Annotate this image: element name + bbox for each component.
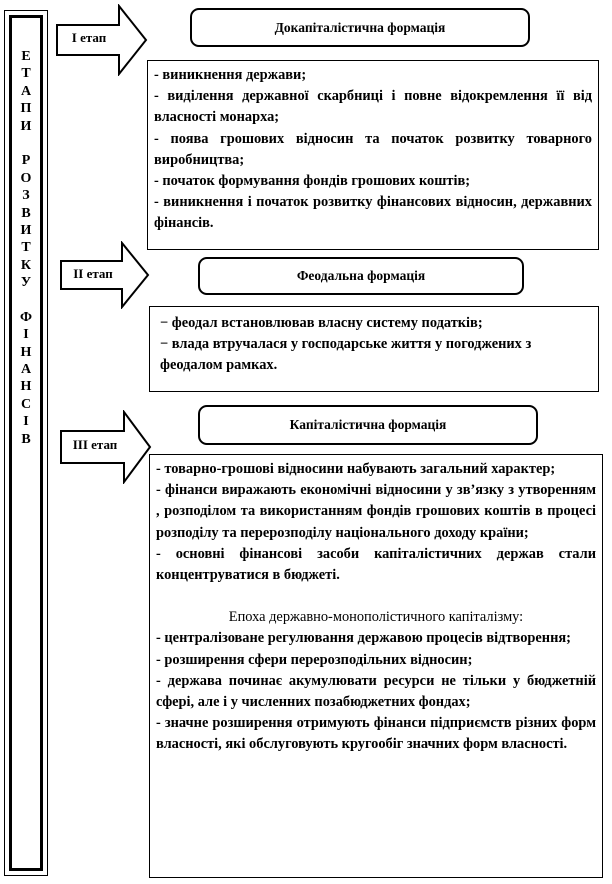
list-item: - держава починає акумулювати ресурси не тільки у бюджетній сфері, але і у численних позабюджетних фондах;: [156, 672, 596, 711]
vertical-title-inner-frame: [9, 15, 43, 871]
list-item: - фінанси виражають економічні відносини у зв’язку з утворенням , розподілом та використанням фондів грошових коштів в процесі розподілу та перерозподілу національного доходу країни;: [156, 482, 596, 541]
vertical-title-letter: Р: [21, 153, 31, 169]
list-item: - виникнення і початок розвитку фінансових відносин, державних фінансів.: [154, 194, 592, 232]
stage-1-content-box: [147, 60, 599, 250]
list-item: - поява грошових відносин та початок розвитку товарного виробництва;: [154, 130, 592, 168]
vertical-title-letter: З: [22, 188, 30, 204]
vertical-title-letter: А: [20, 362, 32, 378]
stage-1-header: Докапіталістична формація: [190, 8, 530, 47]
list-item: − феодал встановлював власну систему податків;: [160, 315, 483, 331]
vertical-title-letter: Е: [21, 49, 31, 64]
vertical-title-letter: А: [20, 83, 32, 99]
stage-2-content-box: [149, 306, 599, 392]
stage-3-header: Капіталістична формація: [198, 405, 538, 445]
vertical-title-letter: Ф: [19, 309, 33, 325]
vertical-title-letter: [12, 135, 40, 152]
list-item: - товарно-грошові відносини набувають загальний характер;: [156, 461, 556, 477]
vertical-title-letter: В: [21, 431, 31, 447]
vertical-title-letter: І: [23, 414, 29, 430]
vertical-title-letter: И: [20, 118, 32, 134]
vertical-title-letter: Т: [21, 240, 31, 256]
stage-1-arrow-label: І етап: [71, 30, 107, 45]
list-item: - розширення сфери перерозподільних відносин;: [156, 651, 473, 668]
vertical-title-letter: К: [20, 257, 32, 273]
vertical-title-letter: І: [23, 327, 29, 343]
vertical-title-letter: В: [21, 205, 31, 221]
list-item: - виділення державної скарбниці і повне відокремлення її від власності монарха;: [154, 88, 592, 126]
vertical-title-letter: [12, 291, 40, 308]
stage-3-content-box: [149, 454, 603, 878]
list-item: - виникнення держави;: [154, 67, 307, 83]
vertical-title-letter: И: [20, 222, 32, 238]
stage-2-header: Феодальна формація: [198, 257, 524, 295]
stage-3-arrow-label: ІІІ етап: [72, 437, 118, 452]
vertical-title: [12, 48, 40, 448]
vertical-title-letter: Н: [20, 379, 32, 395]
list-item: − влада втручалася у господарське життя у погоджених з феодалом рамках.: [160, 336, 532, 374]
list-item: - централізоване регулювання державою процесів відтворення;: [156, 630, 571, 647]
list-item: - значне розширення отримують фінанси підприємств різних форм власності, які обслуговують кругообіг значних форм власності.: [156, 715, 596, 753]
vertical-title-letter: П: [20, 101, 32, 117]
vertical-title-letter: У: [20, 275, 32, 291]
vertical-title-frame: [4, 10, 48, 876]
vertical-title-letter: Н: [20, 344, 32, 360]
vertical-title-letter: Т: [21, 66, 31, 82]
subsection-heading: Епоха державно-монополістичного капіталізму:: [228, 609, 524, 626]
stage-2-arrow-label: ІІ етап: [73, 266, 113, 281]
vertical-title-letter: С: [20, 396, 32, 412]
list-item: - основні фінансові засоби капіталістичних держав стали концентруватися в бюджеті.: [156, 545, 596, 584]
vertical-title-letter: О: [20, 170, 32, 186]
list-item: - початок формування фондів грошових коштів;: [154, 173, 471, 190]
